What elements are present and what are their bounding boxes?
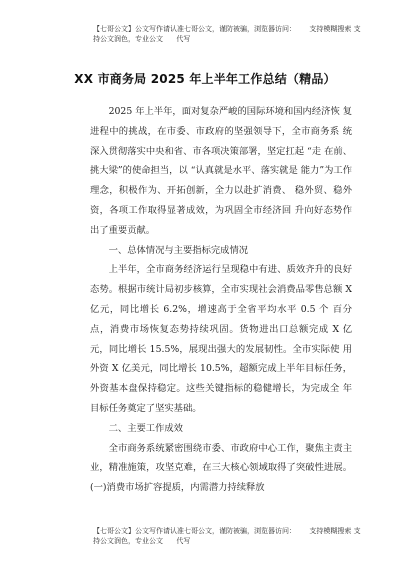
section-heading-results: 二、主要工作成效: [108, 422, 183, 434]
document-body: [90, 102, 352, 498]
overview-paragraph: 上半年，全市商务经济运行呈现稳中有进、质效齐升的良好态势。根据市统计局初步核算，全市实现社会消费品零售总额 X 亿元，同比增长 6.2%，增速高于全省平均水平 0.5 个 百分点，消费市场恢复态势持续巩固。货物进出口总额完成 X 亿元，同比增长 15.5%，展现出强大的发展韧性。全市实际使 用外资 X 亿美元，同比增长 10.5%，超额完成上半年目标任务，外资基本盘保持稳定。这些关键指标的稳健增长，为完成全 年目标任务奠定了坚实基础。: [90, 264, 352, 414]
intro-paragraph: 2025 年上半年，面对复杂严峻的国际环境和国内经济恢 复进程中的挑战，在市委、市政府的坚强领导下，全市商务系 统深入贯彻落实中央和省、市各项决策部署，坚定扛起 “走 在前、挑大梁”的使命担当，以 “认真就是水平、落实就是 能力”为工作理念，积极作为、开拓创新，全力以赴扩消费、 稳外贸、稳外资，各项工作取得显著成效，为巩固全市经济回 升向好态势作出了重要贡献。: [90, 106, 352, 236]
footer-note: 【七哥公文】公文写作请认准七哥公文，谨防被骗，浏览器访问： 支持模糊搜索 支持公文润色，专业公文 代写: [93, 527, 361, 545]
results-paragraph: 全市商务系统紧密围绕市委、市政府中心工作，聚焦主责主业，精准施策，攻坚克难，在三大核心领域取得了突破性进展。 (一)消费市场扩容提质，内需潜力持续释放: [90, 442, 352, 494]
document-title: XX 市商务局 2025 年上半年工作总结（精品）: [74, 72, 336, 86]
header-note: 【七哥公文】公文写作请认准七哥公文，谨防被骗，浏览器访问： 支持模糊搜索 支持公文润色，专业公文 代写: [93, 25, 361, 43]
section-heading-overview: 一、总体情况与主要指标完成情况: [108, 244, 249, 256]
